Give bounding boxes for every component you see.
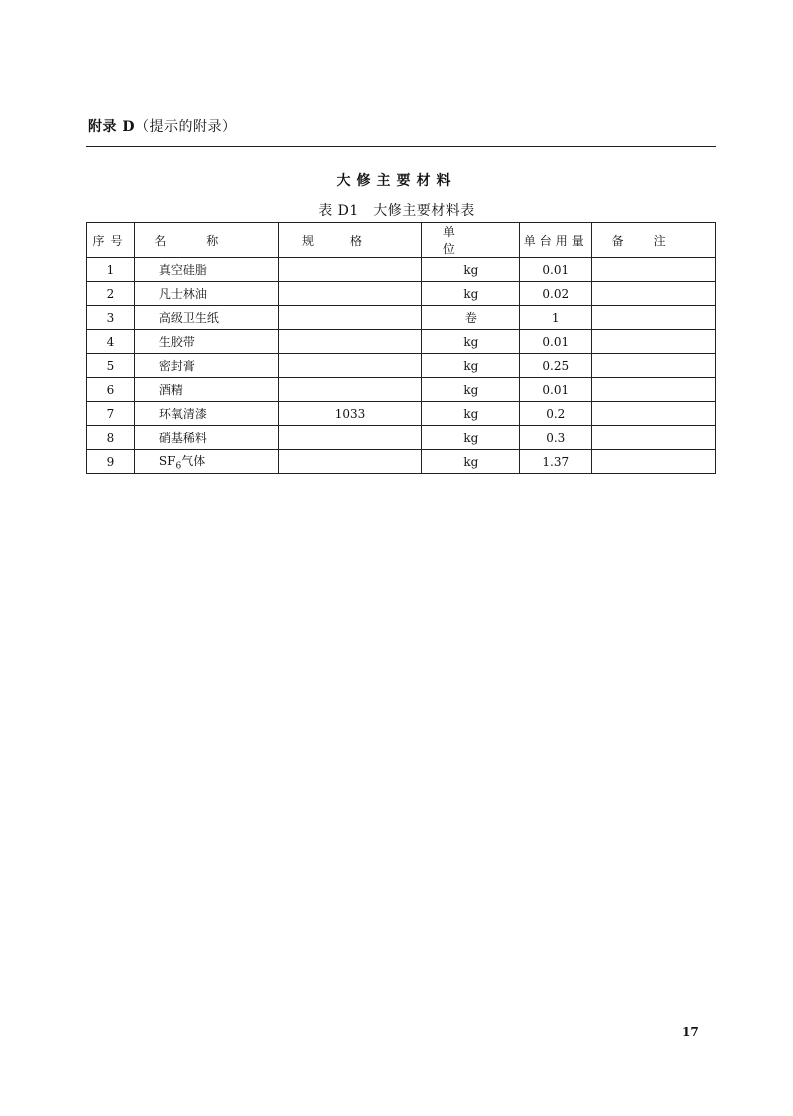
row-unit: kg	[422, 402, 520, 426]
row-qty: 0.01	[520, 378, 592, 402]
row-no: 4	[87, 330, 135, 354]
row-no: 8	[87, 426, 135, 450]
row-name: 酒精	[134, 378, 278, 402]
appendix-label: 附录 D	[88, 119, 136, 135]
materials-table	[86, 222, 716, 474]
row-name: 密封膏	[134, 354, 278, 378]
table-row	[87, 282, 716, 306]
row-no: 1	[87, 258, 135, 282]
row-no: 3	[87, 306, 135, 330]
row-unit: kg	[422, 378, 520, 402]
row-qty: 0.25	[520, 354, 592, 378]
table-row	[87, 378, 716, 402]
row-unit: kg	[422, 354, 520, 378]
row-no: 6	[87, 378, 135, 402]
table-row	[87, 426, 716, 450]
row-name-tail: 气体	[181, 453, 206, 468]
column-header-qty: 单台用量	[520, 223, 592, 258]
column-header-no: 序号	[87, 223, 135, 258]
row-spec	[278, 354, 422, 378]
row-qty: 0.01	[520, 330, 592, 354]
row-note	[592, 426, 716, 450]
page-number: 17	[682, 1025, 699, 1039]
row-unit: kg	[422, 450, 520, 474]
header-rule	[86, 146, 716, 147]
table-header-row	[87, 223, 716, 258]
row-note	[592, 402, 716, 426]
table-row	[87, 402, 716, 426]
column-header-name: 名称	[134, 223, 278, 258]
row-name-subscript: 6	[175, 461, 182, 472]
row-unit: kg	[422, 258, 520, 282]
row-unit: 卷	[422, 306, 520, 330]
row-no: 5	[87, 354, 135, 378]
table-row	[87, 306, 716, 330]
row-spec	[278, 450, 422, 474]
row-unit: kg	[422, 330, 520, 354]
row-name-main: SF	[158, 453, 176, 468]
row-name: 真空硅脂	[134, 258, 278, 282]
column-header-unit: 单位	[422, 223, 520, 258]
row-spec	[278, 378, 422, 402]
row-note	[592, 378, 716, 402]
row-name: 环氧清漆	[134, 402, 278, 426]
row-note	[592, 330, 716, 354]
column-header-note: 备注	[592, 223, 716, 258]
row-note	[592, 282, 716, 306]
row-name: 硝基稀料	[134, 426, 278, 450]
row-spec	[278, 258, 422, 282]
row-name: 生胶带	[134, 330, 278, 354]
section-title: 大修主要材料	[336, 173, 457, 189]
row-spec	[278, 426, 422, 450]
row-qty: 0.02	[520, 282, 592, 306]
row-unit: kg	[422, 282, 520, 306]
row-spec	[278, 282, 422, 306]
row-note	[592, 258, 716, 282]
table-row	[87, 450, 716, 474]
table-row	[87, 354, 716, 378]
row-name: 高级卫生纸	[134, 306, 278, 330]
appendix-note: （提示的附录）	[135, 119, 237, 135]
row-spec	[278, 306, 422, 330]
row-qty: 1	[520, 306, 592, 330]
row-unit: kg	[422, 426, 520, 450]
row-no: 2	[87, 282, 135, 306]
row-no: 9	[87, 450, 135, 474]
row-name	[134, 450, 278, 474]
table-caption: 表 D1 大修主要材料表	[318, 203, 475, 219]
row-name: 凡士林油	[134, 282, 278, 306]
row-note	[592, 354, 716, 378]
column-header-spec: 规格	[278, 223, 422, 258]
row-qty: 0.2	[520, 402, 592, 426]
row-note	[592, 306, 716, 330]
table-row	[87, 330, 716, 354]
row-note	[592, 450, 716, 474]
appendix-heading	[88, 116, 237, 136]
row-no: 7	[87, 402, 135, 426]
row-qty: 1.37	[520, 450, 592, 474]
row-qty: 0.01	[520, 258, 592, 282]
table-row	[87, 258, 716, 282]
row-qty: 0.3	[520, 426, 592, 450]
row-spec: 1033	[278, 402, 422, 426]
row-spec	[278, 330, 422, 354]
